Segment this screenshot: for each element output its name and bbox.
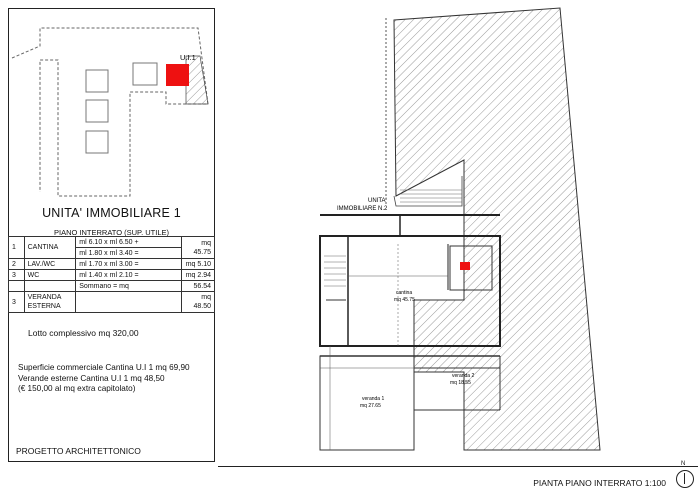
row-description: LAV./WC xyxy=(24,259,76,270)
note-line: Superficie commerciale Cantina U.I 1 mq 69,90 xyxy=(18,363,190,372)
veranda1-area-label: mq 27.65 xyxy=(360,403,381,409)
cantina-area-label: mq 45.75 xyxy=(394,297,415,303)
north-arrow-icon xyxy=(676,470,694,488)
table-row xyxy=(9,259,215,270)
veranda2-area-label: mq 18.55 xyxy=(450,380,471,386)
row-total: 56.54 xyxy=(181,281,214,292)
unit-areas-table xyxy=(8,236,215,313)
table-row xyxy=(9,281,215,292)
note-line: Verande esterne Cantina U.I 1 mq 48,50 xyxy=(18,373,165,383)
commercial-notes xyxy=(18,363,190,395)
row-total: mq 2.94 xyxy=(181,270,214,281)
row-total: mq 5.10 xyxy=(181,259,214,270)
row-number xyxy=(9,281,25,292)
table-row xyxy=(9,237,215,248)
unita2b-label: IMMOBILIARE N.2 xyxy=(337,206,388,212)
row-description: CANTINA xyxy=(24,237,76,259)
row-calculation: ml 1.40 x ml 2.10 = xyxy=(76,270,181,281)
row-number: 2 xyxy=(9,259,25,270)
row-calculation: ml 6.10 x ml 6.50 + xyxy=(76,237,181,248)
cantina-label: cantina xyxy=(396,290,413,296)
row-calculation xyxy=(76,292,181,313)
ui-label: U.I.1 xyxy=(180,53,196,62)
row-calculation: Sommano = mq xyxy=(76,281,181,292)
drawing-title: PIANTA PIANO INTERRATO 1:100 xyxy=(533,478,666,488)
row-description: VERANDA ESTERNA xyxy=(24,292,76,313)
note-line: (€ 150,00 al mq extra capitolato) xyxy=(18,384,136,393)
row-description xyxy=(24,281,76,292)
floor-plan xyxy=(320,8,600,450)
row-total: mq 45.75 xyxy=(181,237,214,259)
key-plan xyxy=(12,28,208,196)
unita2-label: UNITA' xyxy=(368,198,387,204)
veranda2-label: veranda 2 xyxy=(452,373,475,379)
unit-subtitle: PIANO INTERRATO (SUP. UTILE) xyxy=(53,228,170,237)
project-label: PROGETTO ARCHITETTONICO xyxy=(16,446,141,456)
table-row xyxy=(9,270,215,281)
row-number: 3 xyxy=(9,292,25,313)
veranda1-label: veranda 1 xyxy=(362,396,385,402)
table-row xyxy=(9,292,215,313)
row-number: 1 xyxy=(9,237,25,259)
row-total: mq 48.50 xyxy=(181,292,214,313)
row-number: 3 xyxy=(9,270,25,281)
unit-1-highlight xyxy=(166,64,189,86)
row-calculation: ml 1.70 x ml 3.00 = xyxy=(76,259,181,270)
unit-title: UNITA' IMMOBILIARE 1 xyxy=(42,206,181,220)
row-calculation: ml 1.80 x ml 3.40 = xyxy=(76,248,181,259)
row-description: WC xyxy=(24,270,76,281)
lotto-complessivo: Lotto complessivo mq 320,00 xyxy=(28,328,139,338)
